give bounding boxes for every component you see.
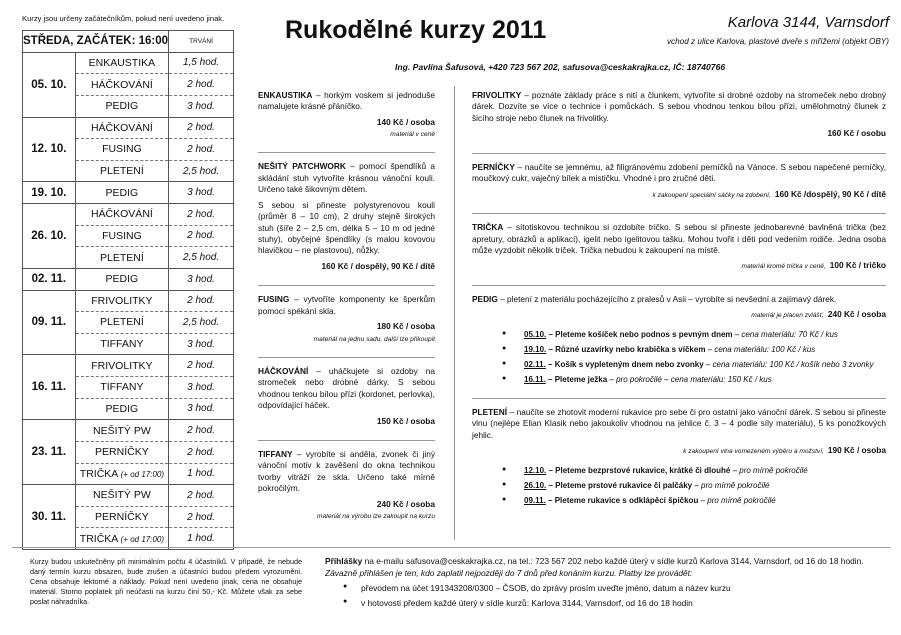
schedule-course-time-note: (+ od 17:00): [120, 534, 165, 544]
course-text: – vyrobíte si anděla, zvonek či jiný vánoční motiv k zavěšení do okna technikou tvorby vitráží ze skla. Určeno také mírně pokročilým.: [258, 448, 435, 494]
schedule-date: 09. 11.: [23, 290, 76, 355]
list-item: ● 16.11. – Pleteme ježka – pro pokročilé – cena materiálu: 150 Kč / kus: [502, 374, 886, 385]
schedule-duration: 2,5 hod.: [169, 312, 234, 334]
address: Karlova 3144, Varnsdorf: [727, 14, 889, 31]
footer-divider: [12, 547, 890, 548]
course-pernicky: [472, 162, 886, 200]
table-row: [23, 420, 234, 442]
course-note: materiál na výrobu lze zakoupit na kurzu: [316, 513, 435, 521]
column-divider: [454, 86, 455, 540]
schedule-course-time-note: (+ od 17:00): [120, 469, 165, 479]
schedule-course-name: PLETENÍ: [100, 251, 144, 264]
course-price-line: [472, 445, 886, 456]
schedule-duration: 2 hod.: [169, 420, 234, 442]
schedule-course-name: NEŠITÝ PW: [93, 489, 151, 502]
schedule-date: 05. 10.: [23, 52, 76, 117]
course-text: – poznáte základy práce s nití a člunkem, vytvoříte si drobné ozdoby na stromeček nebo drobný dárek. Dozvíte se více o technice i pomůckách. S sebou vhodnou tenkou bílou přízi, umělohmotný člunek z šicího stroje nebo člunek na frivolitky.: [472, 90, 886, 123]
pleteni-dates-list: [502, 465, 886, 506]
schedule-date: 19. 10.: [23, 182, 76, 204]
list-item: ● 19.10. – Různé uzavírky nebo krabička s víčkem – cena materiálu: 100 Kč / kus: [502, 344, 886, 355]
course-name: PLETENÍ: [472, 406, 508, 417]
schedule-duration: 2 hod.: [169, 139, 234, 161]
schedule-course-name: PERNÍČKY: [95, 511, 149, 524]
schedule-course-name: FUSING: [102, 229, 142, 242]
schedule-date: 30. 11.: [23, 485, 76, 550]
schedule-duration: 3 hod.: [169, 333, 234, 355]
schedule-course: [75, 506, 168, 528]
course-name: PEDIG: [472, 293, 498, 304]
course-pleteni: [472, 407, 886, 506]
schedule-duration: 2 hod.: [169, 204, 234, 226]
list-item: ● převodem na účet 191343208/0300 – ČSOB, do zprávy prosím uveďte jméno, datum a název kurzu: [343, 582, 885, 594]
schedule-course-name: ENKAUSTIKA: [88, 56, 156, 69]
schedule-course-name: PERNÍČKY: [95, 446, 149, 459]
course-name: PERNÍČKY: [472, 161, 515, 172]
course-price: 140 Kč / osoba: [376, 116, 435, 127]
divider: [258, 152, 435, 153]
table-row: [23, 290, 234, 312]
schedule-course: [75, 95, 168, 117]
schedule-duration: 1 hod.: [169, 528, 234, 550]
course-price: 240 Kč / osoba: [827, 309, 886, 320]
course-tricka: [472, 222, 886, 272]
schedule-duration: 2 hod.: [169, 117, 234, 139]
schedule-date: 12. 10.: [23, 117, 76, 182]
schedule-course-name: PEDIG: [105, 402, 139, 415]
divider: [472, 398, 886, 399]
schedule-duration: 2 hod.: [169, 74, 234, 96]
course-price: 180 Kč / osoba: [376, 321, 435, 332]
schedule-duration: 2,5 hod.: [169, 160, 234, 182]
contact-line: Ing. Pavlína Šafusová, +420 723 567 202, safusova@ceskakrajka.cz, IČ: 18740766: [395, 62, 726, 72]
schedule-course: [75, 52, 168, 74]
address-detail: vchod z ulice Karlova, plastové dveře s mřížemi (objekt OBY): [666, 37, 889, 46]
schedule-duration: 1 hod.: [169, 463, 234, 485]
schedule-course: [75, 268, 168, 290]
schedule-course: [75, 312, 168, 334]
schedule-course-name: PEDIG: [105, 100, 139, 113]
course-note: materiál na jednu sadu, další lze přikoupit: [313, 335, 435, 343]
schedule-date: 02. 11.: [23, 268, 76, 290]
schedule-course: [75, 160, 168, 182]
schedule-course-name: PEDIG: [105, 186, 139, 199]
schedule-course: [75, 377, 168, 399]
course-tiffany: [258, 449, 435, 521]
course-note: k zakoupení vlna vomezeném výběru a možství,: [683, 448, 824, 456]
schedule-course: [75, 117, 168, 139]
course-text: – sítotiskovou technikou si ozdobíte tričko. S sebou si přineste jednobarevné bavlněná trička (bez apretury, obrázků a aplikací), igelit nebo igelitovou tašku. Mohou tvořit i děti pod vedením rodiče. Jedna osoba může vyzdobit několik triček. Trička nebudou k zakoupení na místě.: [472, 222, 886, 255]
schedule-duration: 3 hod.: [169, 95, 234, 117]
schedule-course-name: NEŠITÝ PW: [93, 424, 151, 437]
schedule-course: [75, 463, 168, 485]
schedule-date: 26. 10.: [23, 204, 76, 269]
pedig-dates-list: [502, 329, 886, 385]
payment-list: [343, 582, 885, 608]
footer-signup: [325, 555, 885, 611]
table-row: [23, 355, 234, 377]
schedule-course-name: HÁČKOVÁNÍ: [90, 78, 153, 91]
course-text: – uháčkujete si ozdoby na stromeček nebo drobné dárky. S sebou vhodnou tenkou bílou přízi (kordonet, perlovka), odpovídající háček.: [258, 365, 435, 411]
table-row: [23, 52, 234, 74]
schedule-course: [75, 204, 168, 226]
schedule-course: [75, 441, 168, 463]
signup-line: [325, 555, 885, 567]
schedule-course: [75, 182, 168, 204]
schedule-duration: 3 hod.: [169, 398, 234, 420]
table-row: [23, 268, 234, 290]
course-text: – horkým voskem si jednoduše namalujete krásné přáníčko.: [258, 90, 435, 112]
course-price-line: [472, 309, 886, 320]
course-text: – naučíte se jemnému, až filigránovému zdobení perníčků na Vánoce. S sebou napečené perníčky, moučkový cukr, vaječný bílek a mističku. Vhodné i pro zručné děti.: [472, 161, 886, 184]
divider: [258, 357, 435, 358]
list-item: ● 12.10. – Pleteme bezprstové rukavice, krátké či dlouhé – pro mírně pokročilé: [502, 465, 886, 476]
course-text: – pomocí špendlíků a skládání stuh vytvoříte krásnou vánoční kouli. Určeno také šikovným dětem.: [258, 161, 435, 195]
courses-right-column: [472, 90, 886, 519]
course-frivolitky: [472, 90, 886, 140]
course-text: – pletení z materiálu pocházejícího z pralesů v Asii – vyrobíte si nevšední a zajímavý dárek.: [497, 293, 837, 304]
course-note: materiál v ceně: [390, 131, 435, 139]
schedule-duration: 2 hod.: [169, 441, 234, 463]
schedule-course-name: FRIVOLITKY: [91, 294, 153, 307]
schedule-course: [75, 247, 168, 269]
course-price: 150 Kč / osoba: [376, 415, 435, 426]
schedule-course: [75, 420, 168, 442]
schedule-duration: 2 hod.: [169, 225, 234, 247]
course-text: – vytvoříte komponenty ke šperkům pomocí spékání skla.: [258, 294, 435, 316]
course-name: TRIČKA: [472, 222, 504, 233]
schedule-course: [75, 225, 168, 247]
schedule-header-row: [23, 31, 234, 53]
schedule-duration: 3 hod.: [169, 182, 234, 204]
course-price: 160 Kč /dospělý, 90 Kč / dítě: [774, 188, 886, 199]
page-title: Rukodělné kurzy 2011: [285, 16, 547, 44]
course-price: 190 Kč / osoba: [827, 445, 886, 456]
schedule-duration: 3 hod.: [169, 377, 234, 399]
divider: [258, 285, 435, 286]
schedule-course-name: FRIVOLITKY: [91, 359, 153, 372]
schedule-duration: 2,5 hod.: [169, 247, 234, 269]
schedule-duration: 2 hod.: [169, 290, 234, 312]
schedule-course-name: TRIČKA: [79, 532, 118, 545]
course-hackovani: [258, 366, 435, 427]
table-row: [23, 182, 234, 204]
footer-conditions: Kurzy budou uskutečněny při minimálním počtu 4 účastníků. V případě, že nebude daný termín kurzu obsazen, bude zrušen a účastníci budou předem vyrozuměni. Cena obsahuje lektorné a náklady. Pokud není uvedeno jinak, cena ne obsahuje materiál. Storno poplatek při neúčasti na kurzu činí 50,- Kč. Můžete však za sebe poslat náhradníka.: [30, 557, 302, 607]
schedule-date: 23. 11.: [23, 420, 76, 485]
schedule-course-name: PLETENÍ: [100, 316, 144, 329]
course-pedig: [472, 294, 886, 385]
schedule-course: [75, 355, 168, 377]
signup-text: na e-mailu safusova@ceskakrajka.cz, na tel.: 723 567 202 nebo každé úterý v sídle kurzů Karlova 3144, Varnsdorf, od 16 do 18 hodin.: [362, 556, 864, 566]
schedule-course: [75, 290, 168, 312]
divider: [472, 285, 886, 286]
schedule-course-name: PEDIG: [105, 273, 139, 286]
course-price: 100 Kč / tričko: [829, 260, 886, 271]
divider: [258, 440, 435, 441]
course-price-line: [472, 189, 886, 200]
schedule-header-duration: TRVÁNÍ: [169, 31, 234, 53]
course-enkaustika: [258, 90, 435, 139]
table-row: [23, 117, 234, 139]
schedule-course-name: TIFFANY: [100, 338, 144, 351]
schedule-duration: 3 hod.: [169, 268, 234, 290]
schedule-course-name: FUSING: [102, 143, 142, 156]
schedule-course-name: TIFFANY: [100, 381, 144, 394]
course-note: materiál je placen zvlášť,: [751, 312, 824, 320]
course-name: HÁČKOVÁNÍ: [258, 365, 309, 376]
course-price: 160 Kč / osobu: [827, 128, 886, 139]
course-nesity-patchwork: [258, 161, 435, 272]
course-price: 240 Kč / osoba: [376, 498, 435, 509]
schedule-duration: 2 hod.: [169, 355, 234, 377]
schedule-course-name: PLETENÍ: [100, 165, 144, 178]
course-price: 160 Kč / dospělý, 90 Kč / dítě: [321, 260, 435, 271]
course-fusing: [258, 294, 435, 343]
divider: [472, 153, 886, 154]
schedule-course-name: HÁČKOVÁNÍ: [90, 121, 153, 134]
course-text: – naučíte se zhotovit moderní rukavice pro sebe či pro ostatní jako vánoční dárek. S sebou si přineste vlnu (nejlépe Elian Klasik nebo jakoukoliv vhodnou na jehlice č. 3 – 4 podle síly materiálu), 5 ks ponožkových jehlic.: [472, 406, 886, 440]
table-row: [23, 485, 234, 507]
course-name: TIFFANY: [258, 448, 293, 459]
schedule-course: [75, 398, 168, 420]
schedule-course: [75, 139, 168, 161]
schedule-duration: 1,5 hod.: [169, 52, 234, 74]
schedule-duration: 2 hod.: [169, 485, 234, 507]
schedule-header-label: STŘEDA, ZAČÁTEK: 16:00: [23, 31, 169, 53]
schedule-duration: 2 hod.: [169, 506, 234, 528]
course-name: FRIVOLITKY: [472, 90, 522, 100]
schedule-course: [75, 485, 168, 507]
courses-left-column: [258, 90, 435, 534]
course-name: FUSING: [258, 294, 290, 305]
list-item: ● 02.11. – Košík s vypleteným dnem nebo zvonky – cena materiálu: 100 Kč / košík nebo 3 zvonky: [502, 359, 886, 370]
schedule-note: Kurzy jsou určeny začátečníkům, pokud není uvedeno jinak.: [22, 14, 225, 23]
list-item: ● 26.10. – Pleteme prstové rukavice či palčáky – pro mírně pokročilé: [502, 480, 886, 491]
schedule-course-name: HÁČKOVÁNÍ: [90, 208, 153, 221]
signup-label: Přihlášky: [325, 556, 363, 566]
course-name: ENKAUSTIKA: [258, 90, 313, 100]
binding-note: Závazně přihlášen je ten, kdo zaplatil nejpozději do 7 dnů před konáním kurzu. Platby lze provádět:: [325, 568, 693, 579]
course-price-line: [472, 260, 886, 271]
schedule-date: 16. 11.: [23, 355, 76, 420]
schedule-course: [75, 333, 168, 355]
course-note: materiál kromě trička v ceně,: [741, 263, 826, 271]
schedule-course: [75, 74, 168, 96]
list-item: ● 09.11. – Pleteme rukavice s odklápěcí špičkou – pro mírně pokročilé: [502, 495, 886, 506]
schedule-table: [22, 30, 234, 550]
course-name: NEŠITÝ PATCHWORK: [258, 161, 346, 172]
schedule-course-name: TRIČKA: [79, 467, 118, 480]
table-row: [23, 204, 234, 226]
course-note: k zakoupení speciální sáčky na zdobení,: [652, 191, 771, 199]
course-text-extra: S sebou si přineste polystyrenovou kouli (průměr 8 – 10 cm), 2 druhy stejně širokých stuh (šíře 2 – 2,5 cm, délka 5 – 10 m od jedné stuhy), obyčejné špendlíky (s malou kovovou hlavičkou – ne plastovou), nůžky.: [258, 199, 435, 256]
divider: [472, 213, 886, 214]
list-item: ● 05.10. – Pleteme košíček nebo podnos s pevným dnem – cena materiálu: 70 Kč / kus: [502, 329, 886, 340]
list-item: ● v hotovosti předem každé úterý v sídle kurzů: Karlova 3144, Varnsdorf, od 16 do 18 hodin: [343, 597, 885, 609]
